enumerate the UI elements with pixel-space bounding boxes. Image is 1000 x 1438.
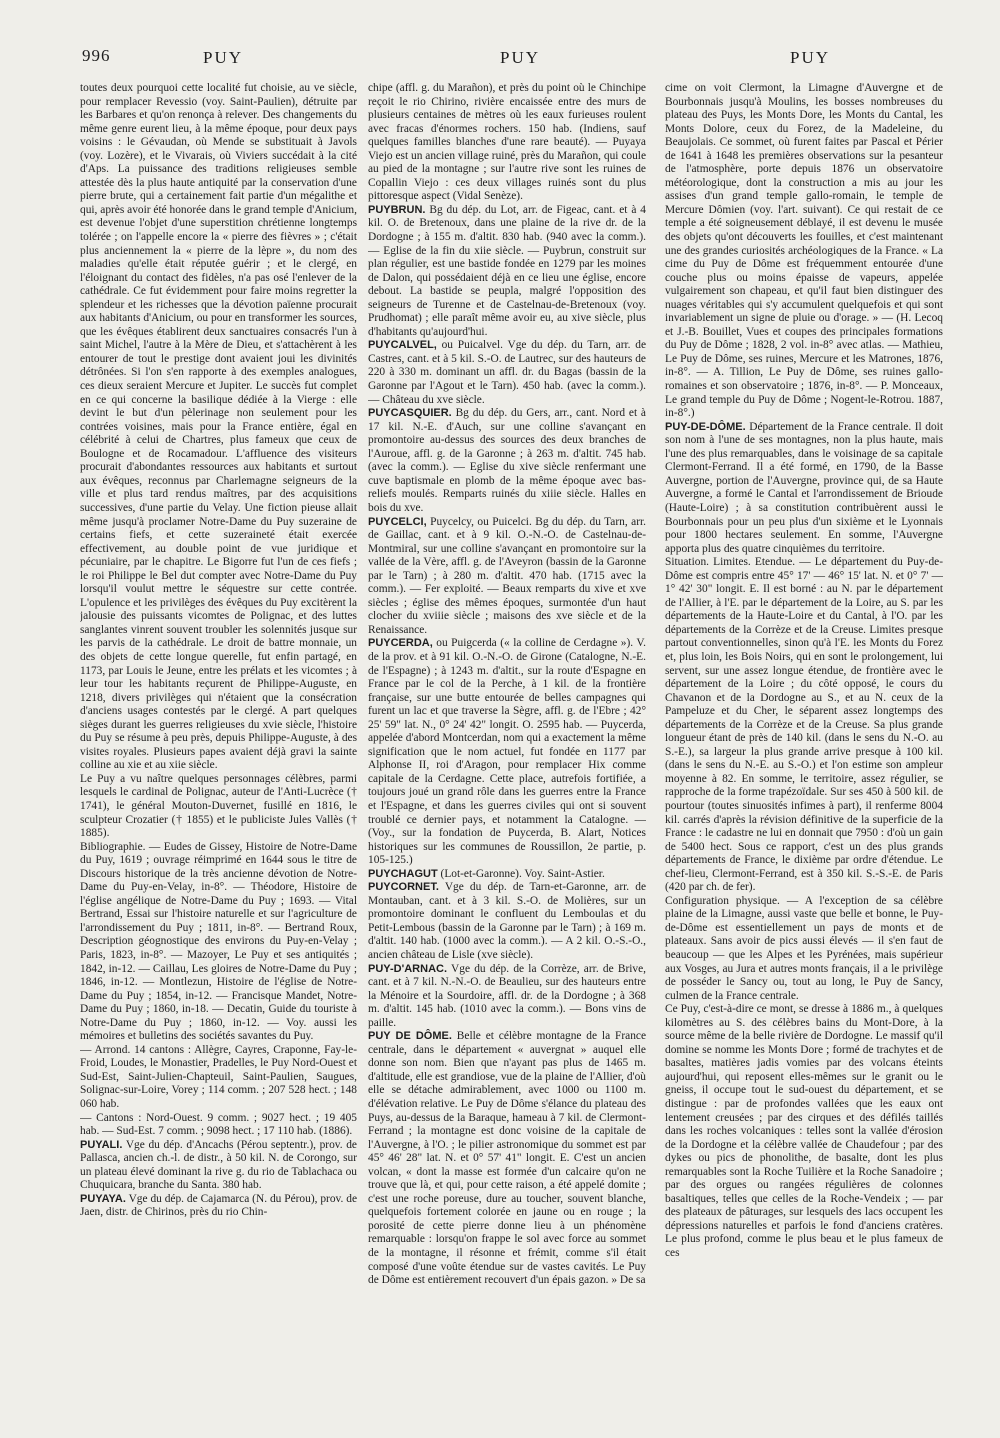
dictionary-entry: [368, 868, 646, 882]
text-column-3: [665, 82, 943, 1422]
page-number: 996: [82, 46, 111, 65]
entry-text: Belle et célèbre montagne de la France centrale, dans le département « auvergnat » auquel elle donne son nom. Bien que n'ayant pas plus de 1465 m. d'altitude, elle est grandiose, vue de la plaine de l'Allier, d'où elle se détache admirablement, avec 1000 ou 1100 m. d'élévation relative. Le Puy de Dôme s'élance du plateau des Puys, au-dessus de la Baraque, hameau à 7 kil. de Clermont-Ferrand ; la montagne est donc voisine de la capitale de l'Auvergne, à l'O. ; le pilier astronomique du sommet est par 45° 46' 28" lat. N. et 0° 57' 41" longit. E. C'est un ancien volcan, « dont la masse est formée d'un calcaire qu'on ne trouve que là, et qui, pour cette raison, a été appelé domite ; c'est une roche poreuse, dure au toucher, souvent blanche, quelquefois fortement colorée en jaune ou en rouge ; la porosité de cette pierre donne lieu à un phénomène remarquable : lorsqu'on frappe le sol avec force au sommet de la montagne, il résonne et frémit, comme s'il était composé d'une voûte étendue sur de vastes cavités. Le Puy de Dôme est entièrement recouvert d'un épais gazon. » De sa: [368, 1030, 646, 1287]
paragraph: [80, 82, 357, 773]
entry-text: — Cantons : Nord-Ouest. 9 comm. ; 9027 hect. ; 19 405 hab. — Sud-Est. 7 comm. ; 9098 hect. ; 17 110 hab. (1886).: [80, 1111, 357, 1138]
dictionary-entry: [80, 1193, 357, 1220]
entry-text: Le Puy a vu naître quelques personnages célèbres, parmi lesquels le cardinal de Polignac, auteur de l'Anti-Lucrèce († 1741), le général Mouton-Duvernet, fusillé en 1816, le sculpteur Crozatier († 1855) et le publiciste Jules Vallès († 1885).: [80, 772, 357, 840]
dictionary-entry: [368, 963, 646, 1031]
entry-text: ou Puigcerda (« la colline de Cerdagne »). V. de la prov. et à 91 kil. O.-N.-O. de Girone (Catalogne, N.-E. de l'Espagne) ; à 1243 m. d'altit., sur la route d'Espagne en France par le col de la Perche, à 1 kil. de la frontière française, sur une butte entourée de belles campagnes qui furent un lac et que traverse la Sègre, affl. g. de l'Ebre ; 42° 25' 59" lat. N., 0° 24' 42" longit. O. 2595 hab. — Puycerda, appelée d'abord Montcerdan, nom qui a exactement la même signification que le nom actuel, fut fondée en 1177 par Alphonse II, roi d'Aragon, pour remplacer Hix comme capitale de la Cerdagne. Cette place, autrefois fortifiée, a toujours joué un grand rôle dans les guerres entre la France et l'Espagne, et dans les guerres civiles qui ont si souvent troublé ce dernier pays, et notamment la Catalogne. — (Voy., sur la fondation de Puycerda, B. Alart, Notices historiques sur les communes de Roussillon, 2e partie, p. 105-125.): [368, 637, 646, 867]
entry-text: Bg du dép. du Gers, arr., cant. Nord et à 17 kil. N.-E. d'Auch, sur une colline s'avançant en promontoire au-dessus des sources des deux branches de l'Auroue, affl. g. de la Garonne ; à 263 m. d'altit. 745 hab. (avec la comm.). — Eglise du xive siècle renfermant une cuve baptismale en plomb de la même époque avec bas-reliefs moulés. Remparts ruinés du xiiie siècle. Halles en bois du xve.: [368, 407, 646, 514]
entry-text: Bibliographie. — Eudes de Gissey, Histoire de Notre-Dame du Puy, 1619 ; ouvrage réimprimé en 1644 sous le titre de Discours historique de la très ancienne dévotion de Notre-Dame du Puy-en-Velay, in-8°. — Théodore, Histoire de l'église angélique de Notre-Dame du Puy ; 1693. — Vital Bertrand, Essai sur l'histoire naturelle et sur l'agriculture de l'arrondissement du Puy ; 1811, in-8°. — Bertrand Roux, Description géognostique des environs du Puy-en-Velay ; Paris, 1823, in-8°. — Mazoyer, Le Puy et ses antiquités ; 1842, in-12. — Caillau, Les gloires de Notre-Dame du Puy ; 1846, in-12. — Montlezun, Histoire de l'église de Notre-Dame du Puy ; 1854, in-12. — Francisque Mandet, Notre-Dame du Puy ; 1860, in-18. — Decatin, Guide du touriste à Notre-Dame du Puy ; 1860, in-12. — Voy. aussi les mémoires et bulletins des sociétés savantes du Puy.: [80, 840, 357, 1043]
entry-headword: PUYALI.: [80, 1138, 123, 1151]
text-column-2: [368, 82, 646, 1422]
paragraph: [80, 1044, 357, 1112]
entry-headword: PUYCERDA,: [368, 637, 433, 650]
dictionary-entry: [368, 1030, 646, 1287]
dictionary-entry: [368, 516, 646, 638]
dictionary-entry: [80, 1139, 357, 1193]
entry-headword: PUYCASQUIER.: [368, 407, 452, 420]
entry-headword: PUYCHAGUT: [368, 867, 438, 880]
entry-text: Configuration physique. — A l'exception de sa célèbre plaine de la Limagne, aussi vaste que belle et bonne, le Puy-de-Dôme est essentiellement un pays de monts et de plateaux. Sans avoir de pics aussi élevés — il s'en faut de beaucoup — que les Alpes et les Pyrénées, mais supérieur aux Vosges, au Jura et autres monts français, il a le privilège de posséder le Sancy ou, tout au long, le Puy de Sancy, culmen de la France centrale.: [665, 894, 943, 1002]
entry-text: Vge du dép. de la Corrèze, arr. de Brive, cant. et à 7 kil. N.-N.-O. de Beaulieu, sur des hauteurs entre la Ménoire et la Sourdoire, affl. dr. de la Dordogne ; à 368 m. d'altit. 145 hab. (1010 avec la comm.). — Bons vins de paille.: [368, 962, 646, 1029]
dictionary-entry: [368, 339, 646, 407]
entry-text: cime on voit Clermont, la Limagne d'Auvergne et de Bourbonnais jusqu'à Moulins, les bosses nombreuses du plateau des Puys, les Monts Dore, les Monts du Cantal, les Monts Dolore, ceux du Forez, de la Madeleine, du Beaujolais. Ce sommet, où furent faites par Pascal et Périer de 1641 à 1648 les premières observations sur la pesanteur de l'atmosphère, porte depuis 1876 un observatoire météorologique, dont la construction a mis au jour les assises d'un grand temple gallo-romain, le temple de Mercure Dômien (voy. l'art. suivant). Ce qui restait de ce temple a été soigneusement déblayé, il est devenu le musée des objets qu'ont découverts les fouilles, et c'est maintenant une des grandes curiosités archéologiques de la France. « La cime du Puy de Dôme est fréquemment entourée d'une couche plus ou moins épaisse de vapeurs, appelée vulgairement son chapeau, et qu'il faut bien distinguer des nuages véritables qui s'y accumulent quelquefois et qui sont invariablement un signe de pluie ou d'orage. » — (H. Lecoq et J.-B. Bouillet, Vues et coupes des principales formations du Puy de Dôme ; 1828, 2 vol. in-8° avec atlas. — Mathieu, Le Puy de Dôme, ses ruines, Mercure et les Matrones, 1876, in-8°. — A. Tillion, Le Puy de Dôme, ses ruines gallo-romaines et son observatoire ; 1876, in-8°. — P. Monceaux, Le grand temple du Puy de Dôme ; Nogent-le-Rotrou. 1887, in-8°.): [665, 82, 943, 420]
entry-headword: PUYCALVEL,: [368, 339, 437, 352]
entry-text: Vge du dép. de Tarn-et-Garonne, arr. de Montauban, cant. et à 3 kil. S.-O. de Molières, sur un promontoire dominant le confluent du Lemboulas et du Petit-Lembous (bassin de la Garonne par le Tarn) ; à 169 m. d'altit. 140 hab. (1000 avec la comm.). — A 2 kil. O.-S.-O., ancien château de Lisle (xve siècle).: [368, 881, 646, 961]
running-head-center: PUY: [500, 48, 541, 67]
paragraph: [80, 1112, 357, 1139]
entry-text: ou Puicalvel. Vge du dép. du Tarn, arr. de Castres, cant. et à 5 kil. S.-O. de Lautrec, sur des hauteurs de 220 à 330 m. dominant un affl. dr. du Bagas (bassin de la Garonne par l'Agout et le Tarn). 450 hab. (avec la comm.). — Château du xve siècle.: [368, 339, 646, 406]
paragraph: [80, 773, 357, 841]
entry-text: Situation. Limites. Etendue. — Le département du Puy-de-Dôme est compris entre 45° 17' — 46° 15' lat. N. et 0° 7' — 1° 42' 30" longit. E. Il est borné : au N. par le département de l'Allier, à l'E. par le département de la Loire, au S. par les départements de la Haute-Loire et du Cantal, à l'O. par les départements de la Corrèze et de la Creuse. Limites presque partout conventionnelles, sinon qu'à l'E. les Monts du Forez et, plus loin, les Bois Noirs, qui en sont le prolongement, lui servent, sur une assez longue étendue, de frontière avec le département de la Loire ; du côté opposé, le cours du Chavanon et de la Dordogne au S., et au N. ceux de la Pampeluze et du Cher, le séparent assez longtemps des départements de la Corrèze et de la Creuse. Sa plus grande longueur étant de près de 140 kil. (dans le sens du N.-O. au S.-E.), sa largeur la plus grande arrive presque à 100 kil. (dans le sens du N.-E. au S.-O.) et l'on estime son ampleur moyenne à 82. En somme, le territoire, assez régulier, se rapproche de la forme trapézoïdale. Sur ses 450 à 500 kil. de pourtour (toutes sinuosités infimes à part), il renferme 8004 kil. carrés d'après la révision définitive de la superficie de la France : le cadastre ne lui en donnait que 7950 : d'où un gain de 5400 hect. Sous ce rapport, c'est un des plus grands départements de France, le dixième par ordre d'étendue. Le chef-lieu, Clermont-Ferrand, est à 350 kil. S.-S.-E. de Paris (420 par ch. de fer).: [665, 556, 943, 894]
entry-headword: PUY DE DÔME.: [368, 1030, 452, 1043]
text-column-1: [80, 82, 357, 1422]
dictionary-entry: [368, 204, 646, 339]
entry-text: Bg du dép. du Lot, arr. de Figeac, cant. et à 4 kil. O. de Bretenoux, dans une plaine de la rive dr. de la Dordogne ; à 155 m. d'altit. 830 hab. (940 avec la comm.). — Eglise de la fin du xiie siècle. — Puybrun, construit sur plan régulier, est une bastide fondée en 1279 par les moines de Dalon, qui possédaient déjà en ce lieu une église, encore debout. La bastide se peupla, malgré l'opposition des seigneurs de Turenne et de Castelnau-de-Bretenoux (voy. Prudhomat) ; elle paraît même avoir eu, au xive siècle, plus d'habitants qu'aujourd'hui.: [368, 203, 646, 338]
entry-headword: PUY-DE-DÔME.: [665, 420, 746, 433]
running-head-right: PUY: [790, 48, 831, 67]
dictionary-entry: [665, 421, 943, 556]
entry-text: Puycelcy, ou Puicelci. Bg du dép. du Tarn, arr. de Gaillac, cant. et à 9 kil. O.-N.-O. de Castelnau-de-Montmiral, sur une colline s'avançant en promontoire sur la vallée de la Vère, affl. g. de l'Aveyron (bassin de la Garonne par le Tarn) ; à 280 m. d'altit. 470 hab. (1715 avec la comm.). — Fer exploité. — Beaux remparts du xive et xve siècles ; église des mêmes époques, surmontée d'un haut clocher du xviiie siècle ; maisons des xve siècle et de la Renaissance.: [368, 515, 646, 636]
entry-text: Vge du dép. d'Ancachs (Pérou septentr.), prov. de Pallasca, ancien ch.-l. de distr., à 50 kil. N. de Corongo, sur un plateau élevé dominant la rive g. du rio de Tablachaca ou Chuquicara, branche du Santa. 380 hab.: [80, 1138, 357, 1192]
paragraph: [368, 82, 646, 204]
entry-text: toutes deux pourquoi cette localité fut choisie, au ve siècle, pour remplacer Revessio (voy. Saint-Paulien), détruite par les Barbares et qu'on renonça à relever. Des changements du même genre eurent lieu, à la même époque, pour deux pays voisins : le Gévaudan, où Mende se substituait à Javols (voy. Lozère), et le Vivarais, où Viviers succédait à la cité d'Aps. La puissance des traditions religieuses semble attestée dès la plus haute antiquité par la conservation d'une pierre brute, qui a certainement fait partie d'un mégalithe et qui, après avoir été honorée dans le grand temple d'Anicium, est devenue l'objet d'une superstition chrétienne longtemps tolérée ; on l'appelle encore la « pierre des fièvres » ; c'était plus anciennement la « pierre de la lèpre », du nom des maladies qu'elle était réputée guérir ; et le clergé, en l'éloignant du contact des fidèles, n'a pas osé l'enlever de la cathédrale. Ce fut évidemment pour faire moins regretter la splendeur et les richesses que la dévotion païenne procurait aux habitants d'Anicium, ou pour en transformer les sources, que les évêques établirent deux sanctuaires consacrés l'un à saint Michel, l'autre à la Mère de Dieu, et s'attachèrent à les entourer de tout le prestige dont avaient joui les divinités détrônées. Si l'on s'en rapporte à des exemples analogues, ces dieux seraient Mercure et Jupiter. Le succès fut complet en ce qui concerne la basilique dédiée à la Vierge : elle devint le but d'un pèlerinage non seulement pour les contrées voisines, mais pour la France entière, égal en célébrité à celui de Chartres, plus fameux que ceux de Boulogne et de Rocamadour. L'affluence des visiteurs procurait d'abondantes ressources aux habitants et surtout aux évêques, reconnus par Charlemagne seigneurs de la ville et plus tard rendus maîtres, par des acquisitions successives, d'une partie du Velay. Une fiction pieuse allait même jusqu'à proclamer Notre-Dame du Puy suzeraine de certains fiefs, et cette suzeraineté était exercée effectivement, au double point de vue juridique et pécuniaire, par le chapitre. Le Bigorre fut l'un de ces fiefs ; le roi Philippe le Bel dut compter avec Notre-Dame du Puy lorsqu'il voulut mettre le séquestre sur cette contrée. L'opulence et les privilèges des évêques du Puy excitèrent la jalousie des puissants vicomtes de Polignac, et des luttes sanglantes vinrent souvent troubler les solennités jusque sur les parvis de la cathédrale. Le droit de battre monnaie, un des objets de cette longue querelle, fut enfin partagé, en 1173, par Louis le Jeune, entre les prélats et les vicomtes ; à leur tour les habitants reçurent de Philippe-Auguste, en 1218, divers privilèges qui n'étaient que la consécration d'anciens usages contestés par le clergé. A part quelques sièges durant les guerres religieuses du xvie siècle, l'histoire du Puy se résume à peu près, depuis Philippe-Auguste, à des visites royales. Plusieurs papes avaient déjà gravi la sainte colline au xie et au xiie siècle.: [80, 82, 357, 772]
paragraph: [665, 895, 943, 1003]
dictionary-entry: [368, 407, 646, 515]
entry-text: (Lot-et-Garonne). Voy. Saint-Astier.: [437, 867, 605, 880]
paragraph: [665, 82, 943, 421]
entry-text: Ce Puy, c'est-à-dire ce mont, se dresse à 1886 m., à quelques kilomètres au S. des célèbres bains du Mont-Dore, à la source même de la belle rivière de Dordogne. Le massif qu'il domine se nomme les Monts Dore ; formé de trachytes et de basaltes, matières jadis vomies par des volcans éteints aujourd'hui, qui reposent elles-mêmes sur le granit ou le gneiss, il occupe tout le sud-ouest du département, et se distingue : par de profondes vallées que les eaux ont lentement creusées ; par des cirques et des défilés taillés dans les roches volcaniques : telles sont la vallée d'érosion de la Dordogne et la célèbre vallée de Chaudefour ; par des dykes ou pics de phonolithe, de basalte, dont les plus remarquables sont la Roche Tuilière et la Roche Sanadoire ; par des orgues ou rangées régulières de colonnes basaltiques, telles que celles de la Roche-Vendeix ; — par des plateaux de pâturages, sur lesquels des lacs occupent les dépressions naturelles et parfois le fond d'anciens cratères. Le plus profond, comme le plus beau et le plus fameux de ces: [665, 1003, 943, 1260]
paragraph: [80, 841, 357, 1044]
entry-headword: PUYCELCI,: [368, 515, 427, 528]
paragraph: [665, 556, 943, 895]
entry-text: chipe (affl. g. du Marañon), et près du point où le Chinchipe reçoit le rio Chirino, rivière encaissée entre des murs de plusieurs centaines de mètres où les eaux furieuses roulent avec fracas d'énormes rochers. 150 hab. (Indiens, sauf quelques familles blanches d'une rare beauté). — Puyaya Viejo est un ancien village ruiné, près du Marañon, qui coule au pied de la montagne ; sur l'autre rive sont les ruines de Copallin Viejo : ces deux villages ruinés sont du plus pittoresque aspect (Vidal Senèze).: [368, 82, 646, 203]
paragraph: [665, 1003, 943, 1260]
entry-text: Vge du dép. de Cajamarca (N. du Pérou), prov. de Jaen, distr. de Chirinos, près du rio Chin-: [80, 1192, 357, 1219]
entry-text: Département de la France centrale. Il doit son nom à l'une de ses montagnes, non la plus haute, mais l'une des plus remarquables, dans le voisinage de sa capitale Clermont-Ferrand. Il a été formé, en 1790, de la Basse Auvergne, portion de l'Auvergne, province qui, de sa Haute Auvergne, a formé le Cantal et l'arrondissement de Brioude (Haute-Loire) ; à sa constitution contribuèrent aussi le Bourbonnais pour un peu plus d'un sixième et le Lyonnais pour 1800 hectares seulement. En somme, l'Auvergne apporta plus des quatre cinquièmes du territoire.: [665, 420, 943, 555]
entry-headword: PUY-D'ARNAC.: [368, 962, 448, 975]
entry-headword: PUYBRUN.: [368, 203, 426, 216]
entry-headword: PUYCORNET.: [368, 881, 439, 894]
running-head-left: PUY: [203, 48, 244, 67]
entry-text: — Arrond. 14 cantons : Allègre, Cayres, Craponne, Fay-le-Froid, Loudes, le Monastier, Pradelles, le Puy Nord-Ouest et Sud-Est, Saint-Julien-Chapteuil, Saint-Paulien, Saugues, Solignac-sur-Loire, Vorey ; 114 comm. ; 207 528 hect. ; 148 060 hab.: [80, 1043, 357, 1111]
dictionary-entry: [368, 881, 646, 962]
entry-headword: PUYAYA.: [80, 1192, 126, 1205]
running-header: [0, 38, 1000, 78]
dictionary-entry: [368, 637, 646, 867]
